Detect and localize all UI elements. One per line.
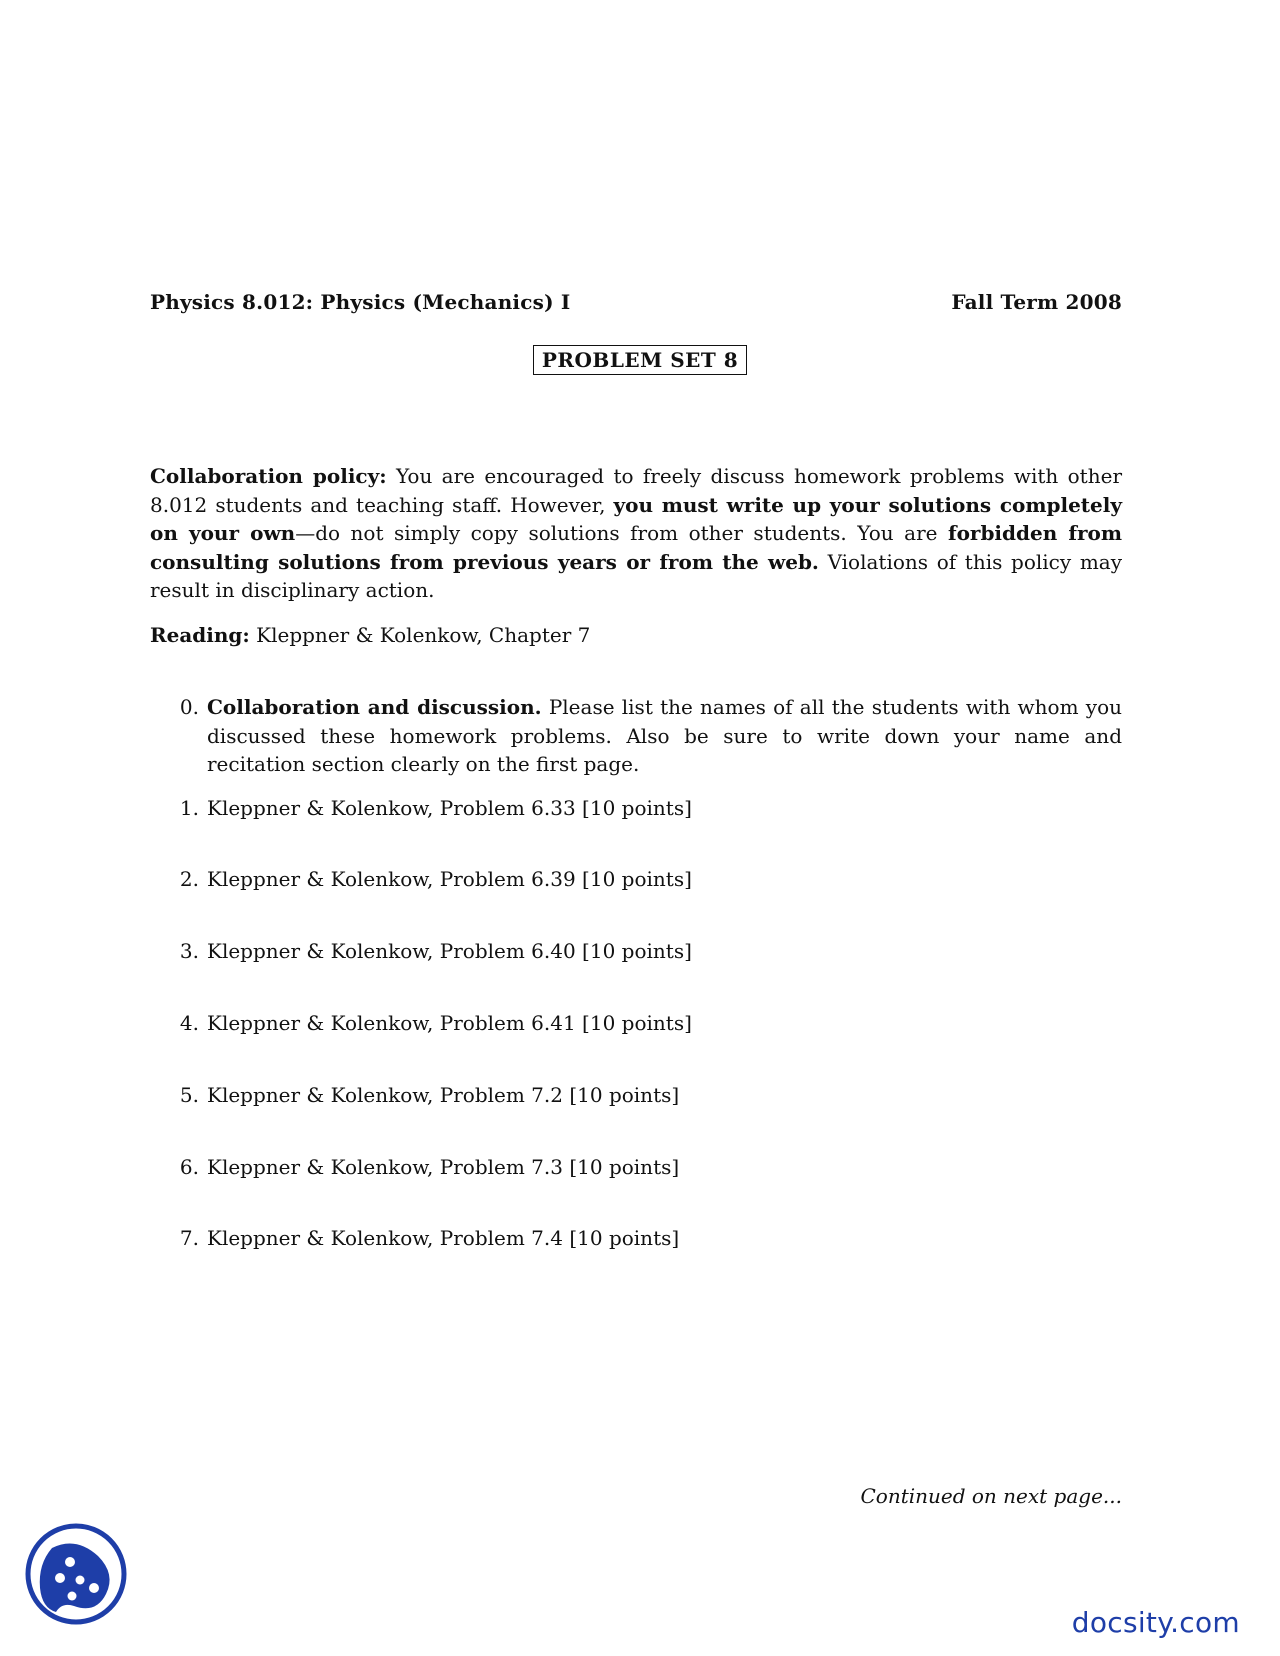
problem-text <box>207 693 1122 779</box>
problem-item-1 <box>150 794 1122 823</box>
reading-assignment <box>150 621 1122 650</box>
problem-item-2 <box>150 865 1122 894</box>
term-label: Fall Term 2008 <box>951 290 1122 314</box>
policy-text-3: Violations of this policy may result in disciplinary action. <box>150 549 1123 602</box>
problem-text: Kleppner & Kolenkow, Problem 6.33 [10 points] <box>207 796 692 820</box>
problem-item-0 <box>150 693 1122 779</box>
problem-number: 4. <box>179 1011 199 1035</box>
reading-text: Kleppner & Kolenkow, Chapter 7 <box>249 623 591 647</box>
problem-item-3 <box>150 937 1122 966</box>
problem-number: 5. <box>179 1083 199 1107</box>
problem-item-4 <box>150 1009 1122 1038</box>
problem-number: 2. <box>179 867 199 891</box>
collaboration-policy <box>150 462 1122 605</box>
problem-set-title-box <box>0 345 1280 375</box>
document-header <box>150 290 1122 314</box>
policy-text-1: You are encouraged to freely discuss homework problems with other 8.012 students and teaching staff. However, <box>150 464 1122 517</box>
problem-set-title: PROBLEM SET 8 <box>533 345 747 375</box>
problem-text: Kleppner & Kolenkow, Problem 6.39 [10 points] <box>207 867 692 891</box>
problem-description: Please list the names of all the students with whom you discussed these homework problems. Also be sure to write down your name and recitation section clearly on the first page. <box>207 695 1122 776</box>
continued-note: Continued on next page... <box>860 1484 1122 1508</box>
policy-text-2: —do not simply copy solutions from other students. You are <box>295 521 948 545</box>
problem-number: 7. <box>179 1226 199 1250</box>
problem-text: Kleppner & Kolenkow, Problem 7.3 [10 points] <box>207 1155 680 1179</box>
docsity-logo-icon[interactable] <box>22 1518 130 1630</box>
policy-bold-1: you must write up your solutions completely on your own <box>150 492 1122 545</box>
policy-label: Collaboration policy: <box>150 464 387 488</box>
problem-text: Kleppner & Kolenkow, Problem 6.41 [10 points] <box>207 1011 692 1035</box>
problem-item-6 <box>150 1153 1122 1182</box>
problem-bold-label: Collaboration and discussion. <box>207 695 542 719</box>
problem-number: 6. <box>179 1155 199 1179</box>
problem-number: 3. <box>179 939 199 963</box>
problem-number: 0. <box>179 695 199 719</box>
problem-item-5 <box>150 1081 1122 1110</box>
problem-text: Kleppner & Kolenkow, Problem 7.2 [10 points] <box>207 1083 680 1107</box>
problem-number: 1. <box>179 796 199 820</box>
docsity-brand-link[interactable]: docsity.com <box>1071 1606 1240 1639</box>
problem-item-7 <box>150 1224 1122 1253</box>
policy-bold-2: forbidden from consulting solutions from previous years or from the web. <box>150 521 1123 574</box>
reading-label: Reading: <box>150 623 250 647</box>
problem-text: Kleppner & Kolenkow, Problem 7.4 [10 points] <box>207 1226 680 1250</box>
problem-text: Kleppner & Kolenkow, Problem 6.40 [10 points] <box>207 939 692 963</box>
course-title: Physics 8.012: Physics (Mechanics) I <box>150 290 571 314</box>
